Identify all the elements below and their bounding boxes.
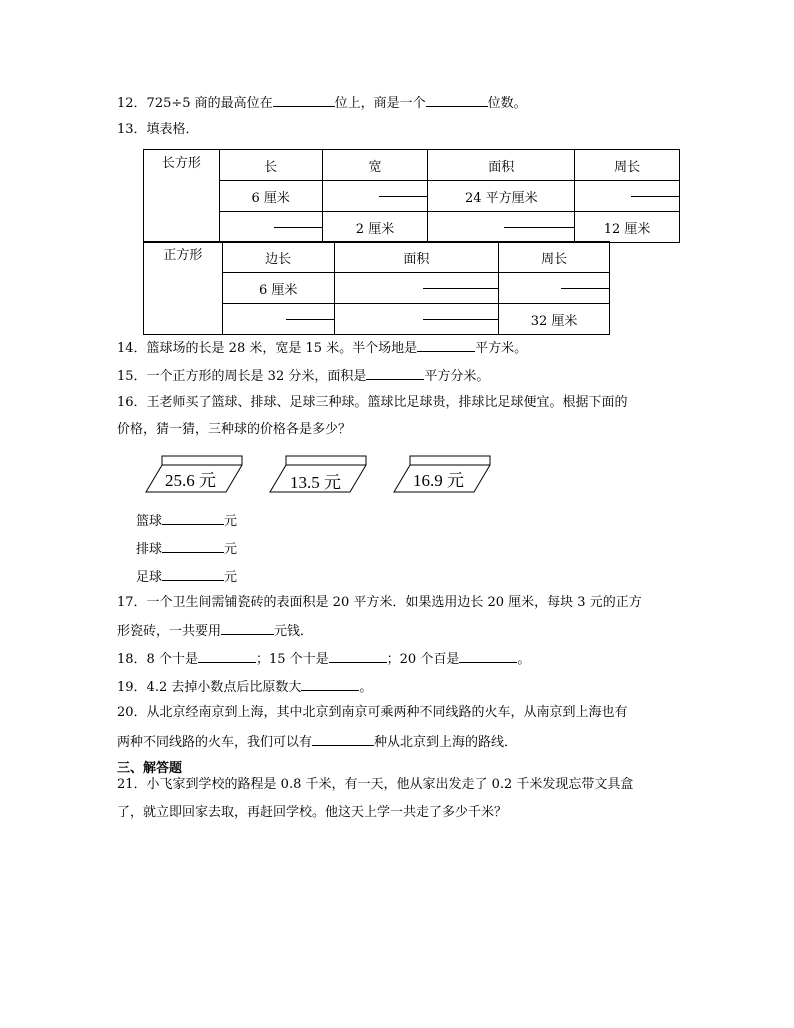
question-19 xyxy=(117,677,372,697)
square-table xyxy=(143,241,610,335)
cell-width: 2 厘米 xyxy=(322,212,428,243)
answer-blank[interactable] xyxy=(459,649,517,663)
answer-blank[interactable] xyxy=(329,649,387,663)
q18-text-d: 。 xyxy=(517,652,531,667)
q20-text-a: 两种不同线路的火车，我们可以有 xyxy=(117,735,313,750)
rect-label: 长方形 xyxy=(144,150,220,243)
ball-name: 足球 xyxy=(136,570,163,585)
q19-text-b: 。 xyxy=(359,680,373,695)
price-tag-3-text: 16.9 元 xyxy=(413,471,464,490)
q15-text-a: 15．一个正方形的周长是 32 分米，面积是 xyxy=(117,369,367,384)
answer-blank[interactable] xyxy=(162,539,224,553)
q17-text-b: 元钱． xyxy=(274,624,314,639)
answer-blank[interactable] xyxy=(301,677,359,691)
answer-blank[interactable] xyxy=(426,93,488,107)
question-20-line1: 20．从北京经南京到上海，其中北京到南京可乘两种不同线路的火车，从南京到上海也有 xyxy=(117,705,628,720)
q18-text-a: 18．8 个十是 xyxy=(117,652,198,667)
question-21-line2: 了，就立即回家去取，再赶回学校。他这天上学一共走了多少千米？ xyxy=(117,805,508,820)
q15-text-b: 平方分米。 xyxy=(424,369,490,384)
q12-text-c: 位数。 xyxy=(487,96,527,111)
question-21-line1: 21．小飞家到学校的路程是 0.8 千米，有一天，他从家出发走了 0.2 千米发现忘带文具盒 xyxy=(117,777,634,792)
blank-perimeter[interactable] xyxy=(499,273,610,304)
header-area: 面积 xyxy=(334,242,499,273)
unit: 元 xyxy=(224,542,238,557)
answer-blank[interactable] xyxy=(417,338,475,352)
square-label: 正方形 xyxy=(144,242,223,335)
question-14 xyxy=(117,338,527,358)
header-length: 长 xyxy=(219,150,322,181)
football-answer xyxy=(136,567,237,587)
cell-area: 24 平方厘米 xyxy=(428,181,575,212)
answer-blank[interactable] xyxy=(221,621,274,635)
question-15 xyxy=(117,366,489,386)
ball-name: 篮球 xyxy=(136,514,163,529)
rectangle-table xyxy=(143,149,680,243)
unit: 元 xyxy=(224,570,238,585)
header-perimeter: 周长 xyxy=(575,150,680,181)
section-title: 三、解答题 xyxy=(117,761,183,776)
question-13-title: 13．填表格． xyxy=(117,122,199,137)
header-area: 面积 xyxy=(428,150,575,181)
question-18 xyxy=(117,649,530,669)
cell-perimeter: 12 厘米 xyxy=(575,212,680,243)
question-17-line1: 17．一个卫生间需铺瓷砖的表面积是 20 平方米．如果选用边长 20 厘米，每块 3 元的正方 xyxy=(117,595,642,610)
unit: 元 xyxy=(224,514,238,529)
question-20-line2 xyxy=(117,732,517,752)
header-width: 宽 xyxy=(322,150,428,181)
cell-side: 6 厘米 xyxy=(222,273,334,304)
header-perimeter: 周长 xyxy=(499,242,610,273)
q14-text-a: 14．篮球场的长是 28 米，宽是 15 米。半个场地是 xyxy=(117,341,418,356)
volleyball-answer xyxy=(136,539,237,559)
header-side: 边长 xyxy=(222,242,334,273)
q17-text-a: 形瓷砖，一共要用 xyxy=(117,624,222,639)
question-17-line2 xyxy=(117,621,313,641)
blank-area[interactable] xyxy=(334,273,499,304)
blank-side[interactable] xyxy=(222,304,334,335)
question-16-line2: 价格，猜一猜，三种球的价格各是多少？ xyxy=(117,422,352,437)
blank-perimeter[interactable] xyxy=(575,181,680,212)
answer-blank[interactable] xyxy=(198,649,256,663)
q18-text-b: ；15 个十是 xyxy=(255,652,329,667)
blank-area[interactable] xyxy=(428,212,575,243)
answer-blank[interactable] xyxy=(312,732,374,746)
ball-name: 排球 xyxy=(136,542,163,557)
answer-blank[interactable] xyxy=(366,366,424,380)
answer-blank[interactable] xyxy=(273,93,335,107)
question-12 xyxy=(117,93,527,113)
q20-text-b: 种从北京到上海的路线． xyxy=(374,735,518,750)
question-16-line1: 16．王老师买了篮球、排球、足球三种球。篮球比足球贵，排球比足球便宜。根据下面的 xyxy=(117,395,628,410)
q19-text-a: 19．4.2 去掉小数点后比原数大 xyxy=(117,680,302,695)
q18-text-c: ；20 个百是 xyxy=(386,652,460,667)
answer-blank[interactable] xyxy=(162,511,224,525)
q12-text-b: 位上，商是一个 xyxy=(334,96,426,111)
blank-area-2[interactable] xyxy=(334,304,499,335)
basketball-answer xyxy=(136,511,237,531)
answer-blank[interactable] xyxy=(162,567,224,581)
price-tag-2-text: 13.5 元 xyxy=(290,473,341,492)
blank-width[interactable] xyxy=(322,181,428,212)
cell-length: 6 厘米 xyxy=(219,181,322,212)
price-tag-1-text: 25.6 元 xyxy=(165,471,216,490)
q12-text-a: 12．725÷5 商的最高位在 xyxy=(117,96,273,111)
q14-text-b: 平方米。 xyxy=(475,341,528,356)
blank-length[interactable] xyxy=(219,212,322,243)
cell-perimeter: 32 厘米 xyxy=(499,304,610,335)
